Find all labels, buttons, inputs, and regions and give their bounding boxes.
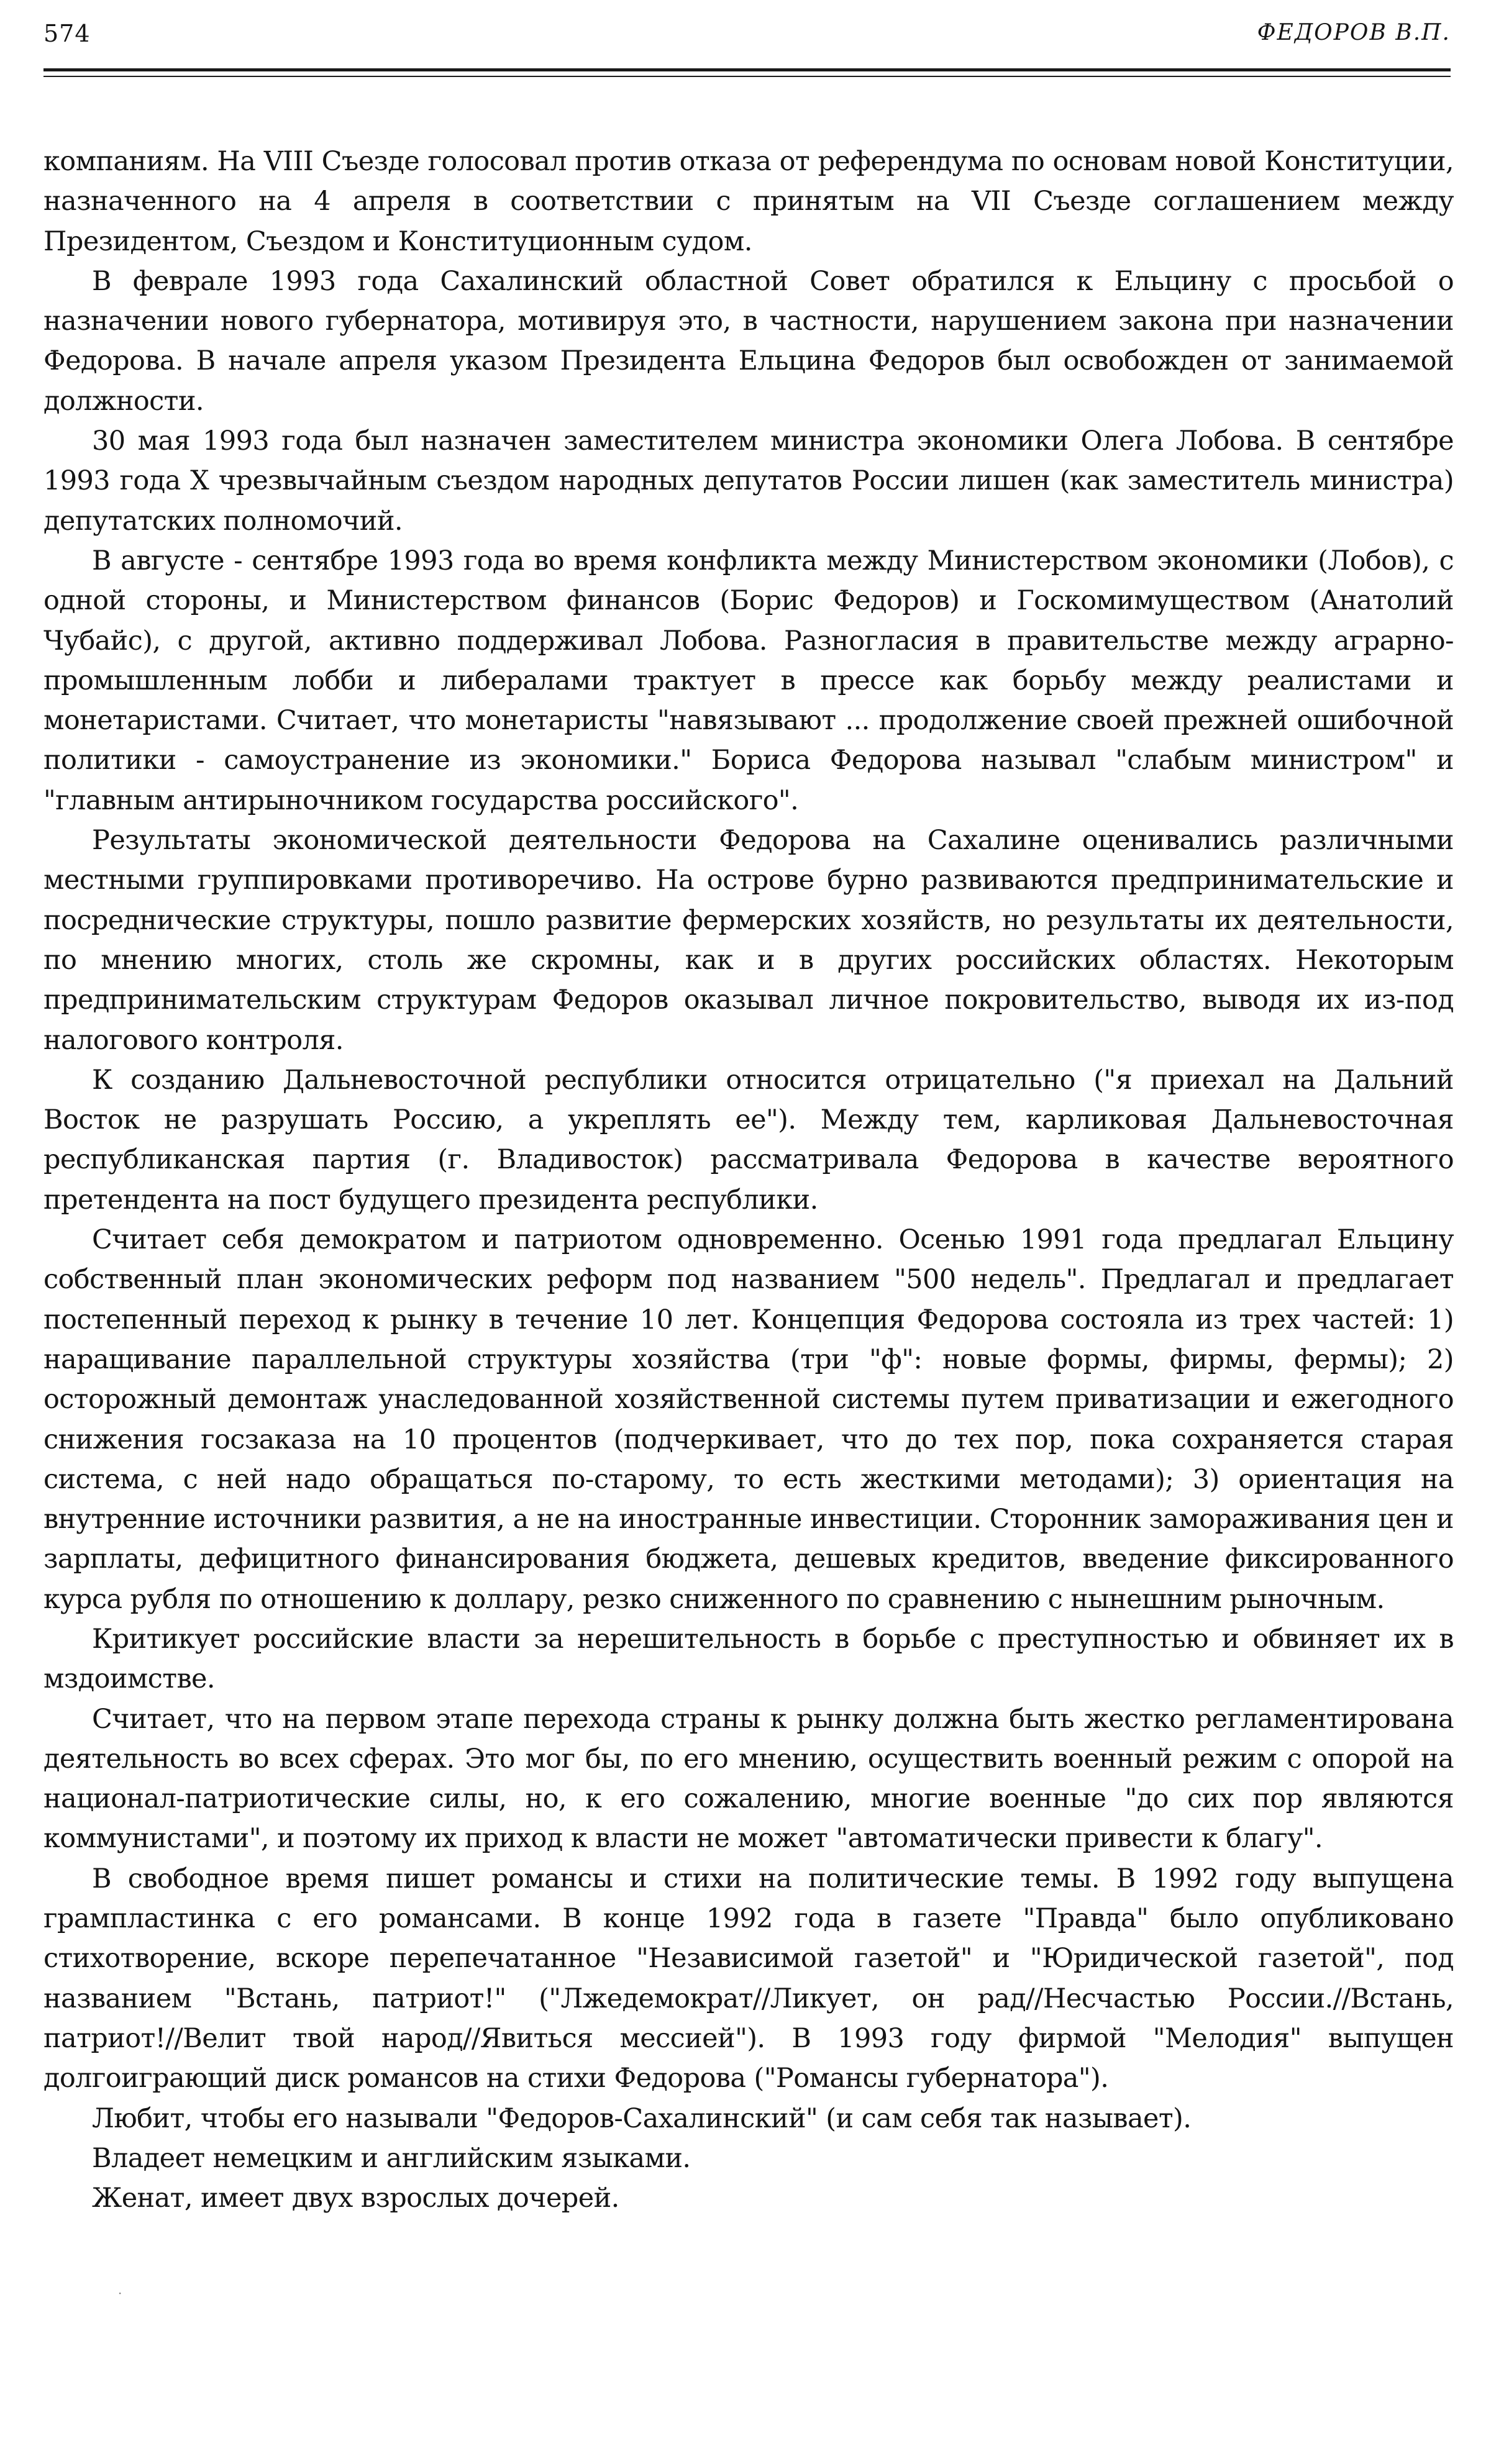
running-head: ФЕДОРОВ В.П. — [1257, 20, 1451, 45]
paragraph: К созданию Дальневосточной республики относится отрицательно ("я приехал на Дальний Восток не разрушать Россию, а укреплять ее"). Между тем, карликовая Дальневосточная республиканская партия (г. Владивосток) рассматривала Федорова в качестве вероятного претендента на пост будущего президента республики. — [43, 1064, 1454, 1216]
scan-speck: · — [118, 2286, 122, 2301]
paragraph: В августе - сентябре 1993 года во время конфликта между Министерством экономики (Лобов), с одной стороны, и Министерством финансов (Борис Федоров) и Госкомимуществом (Анатолий Чубайс), с другой, активно поддерживал Лобова. Разногласия в правительстве между аграрно-промышленным лобби и либералами трактует в прессе как борьбу между реалистами и монетаристами. Считает, что монетаристы "навязывают ... продолжение своей прежней ошибочной политики - самоустранение из экономики." Бориса Федорова называл "слабым министром" и "главным антирыночником государства российского". — [43, 545, 1454, 816]
paragraph-continuation: компаниям. На VIII Съезде голосовал против отказа от референдума по основам новой Конституции, назначенного на 4 апреля в соответствии с принятым на VII Съезде соглашением между Президентом, Съездом и Конституционным судом. — [43, 146, 1454, 257]
paragraph: Женат, имеет двух взрослых дочерей. — [92, 2183, 619, 2214]
paragraph: Считает, что на первом этапе перехода страны к рынку должна быть жестко регламентирована деятельность во всех сферах. Это мог бы, по его мнению, осуществить военный режим с опорой на национал-патриотические силы, но, к его сожалению, многие военные "до сих пор являются коммунистами", и поэтому их приход к власти не может "автоматически привести к благу". — [43, 1703, 1454, 1855]
paragraph: 30 мая 1993 года был назначен заместителем министра экономики Олега Лобова. В сентябре 1993 года X чрезвычайным съездом народных депутатов России лишен (как заместитель министра) депутатских полномочий. — [43, 425, 1454, 537]
paragraph: В свободное время пишет романсы и стихи на политические темы. В 1992 году выпущена грампластинка с его романсами. В конце 1992 года в газете "Правда" было опубликовано стихотворение, вскоре перепечатанное "Независимой газетой" и "Юридической газетой", под названием "Встань, патриот!" ("Лжедемократ//Ликует, он рад//Несчастью России.//Встань, патриот!//Велит твой народ//Явиться мессией"). В 1993 году фирмой "Мелодия" выпущен долгоиграющий диск романсов на стихи Федорова ("Романсы губернатора"). — [43, 1863, 1454, 2094]
paragraph: Считает себя демократом и патриотом одновременно. Осенью 1991 года предлагал Ельцину собственный план экономических реформ под названием "500 недель". Предлагал и предлагает постепенный переход к рынку в течение 10 лет. Концепция Федорова состояла из трех частей: 1) наращивание параллельной структуры хозяйства (три "ф": новые формы, фирмы, фермы); 2) осторожный демонтаж унаследованной хозяйственной системы путем приватизации и ежегодного снижения госзаказа на 10 процентов (подчеркивает, что до тех пор, пока сохраняется старая система, с ней надо обращаться по-старому, то есть жесткими методами); 3) ориентация на внутренние источники развития, а не на иностранные инвестиции. Сторонник замораживания цен и зарплаты, дефицитного финансирования бюджета, дешевых кредитов, введение фиксированного курса рубля по отношению к доллару, резко сниженного по сравнению с нынешним рыночным. — [43, 1224, 1454, 1615]
page-number: 574 — [43, 20, 91, 47]
header-rule-thin — [43, 76, 1451, 77]
paragraph: Результаты экономической деятельности Федорова на Сахалине оценивались различными местными группировками противоречиво. На острове бурно развиваются предпринимательские и посреднические структуры, пошло развитие фермерских хозяйств, но результаты их деятельности, по мнению многих, столь же скромны, как и в других российских областях. Некоторым предпринимательским структурам Федоров оказывал личное покровительство, выводя их из-под налогового контроля. — [43, 825, 1454, 1056]
paragraph: Критикует российские власти за нерешительность в борьбе с преступностью и обвиняет их в мздоимстве. — [43, 1623, 1454, 1695]
header-rule-thick — [43, 68, 1451, 71]
paragraph: В феврале 1993 года Сахалинский областной Совет обратился к Ельцину с просьбой о назначении нового губернатора, мотивируя это, в частности, нарушением закона при назначении Федорова. В начале апреля указом Президента Ельцина Федоров был освобожден от занимаемой должности. — [43, 265, 1454, 417]
paragraph: Любит, чтобы его называли "Федоров-Сахалинский" (и сам себя так называет). — [92, 2103, 1192, 2134]
paragraph: Владеет немецким и английским языками. — [92, 2142, 691, 2174]
body-text — [43, 142, 1454, 2218]
